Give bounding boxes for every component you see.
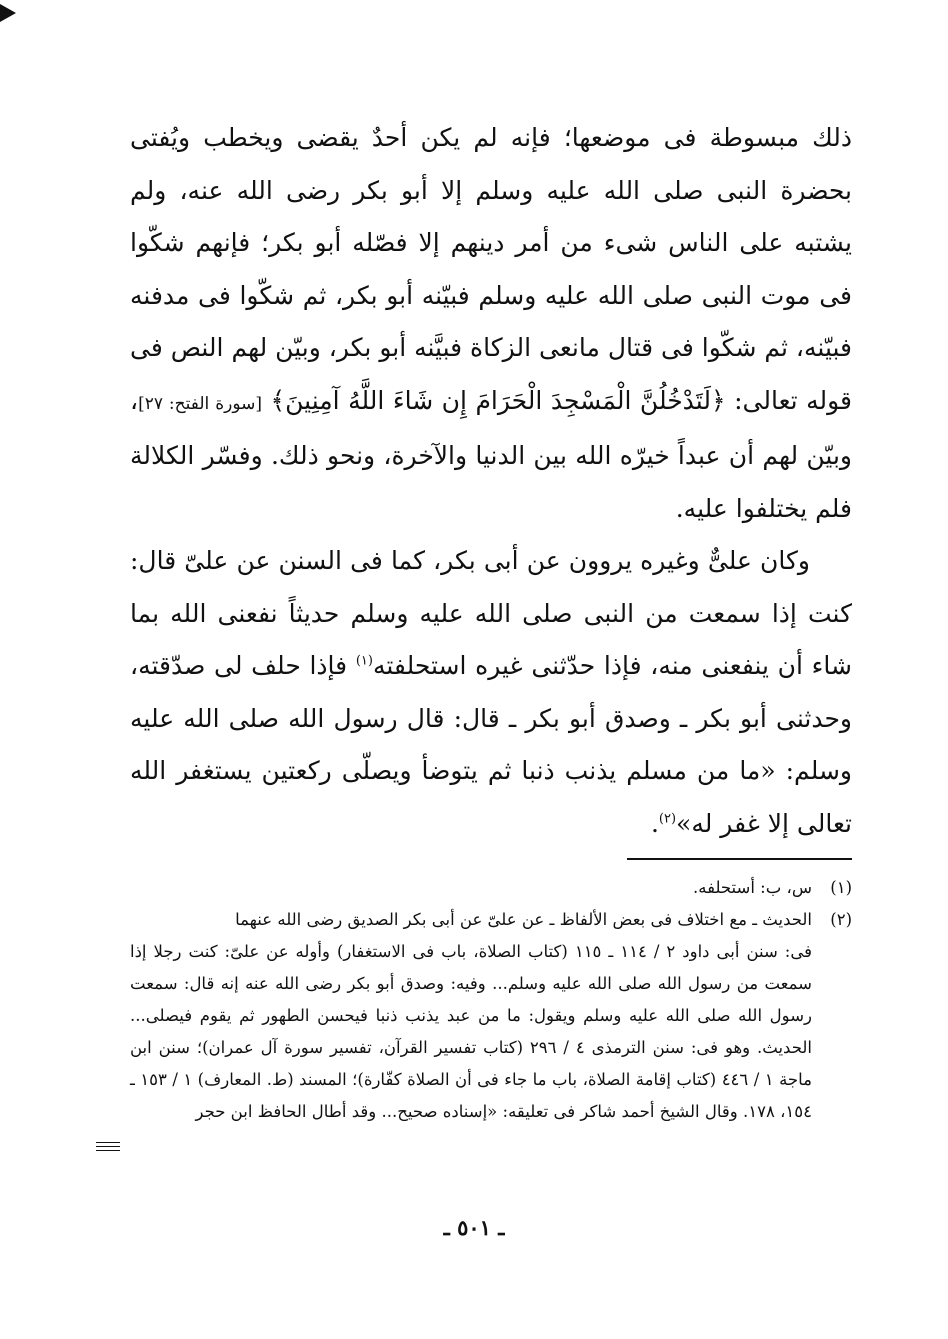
paragraph-1-end: ، وبيّن لهم أن عبداً خيرّه الله بين الدنيا والآخرة، ونحو ذلك. وفسّر الكلالة فلم يختلفوا عليه. (130, 385, 852, 523)
footnotes (130, 872, 852, 1128)
footnote-2-number: (٢) (830, 910, 852, 929)
page-content (130, 112, 852, 1128)
footnote-marker-2: (٢) (658, 811, 677, 827)
paragraph-1-text: ذلك مبسوطة فى موضعها؛ فإنه لم يكن أحدٌ يقضى ويخطب ويُفتى بحضرة النبى صلى الله عليه وسلم إلا أبو بكر رضى الله عنه، ولم يشتبه على الناس شىء من أمر دينهم إلا فصّله أبو بكر؛ فإنهم شكّوا فى موت النبى صلى الله عليه وسلم فبيّنه أبو بكر، ثم شكّوا فى مدفنه فبيّنه، ثم شكّوا فى قتال مانعى الزكاة فبيَّنه أبو بكر، وبيّن لهم النص فى قوله تعالى: ﴿لَتَدْخُلُنَّ الْمَسْجِدَ الْحَرَامَ إِن شَاءَ اللَّهُ آمِنِينَ﴾ (130, 123, 852, 415)
continuation-mark (96, 1142, 120, 1154)
footnote-marker-1: (١) (355, 653, 373, 669)
paragraph-2-end: . (650, 808, 659, 838)
footnote-2-text-first: الحديث ـ مع اختلاف فى بعض الألفاظ ـ عن علىّ عن أبى بكر الصديق رضى الله عنهما (235, 910, 812, 929)
footnote-2 (130, 904, 852, 936)
paragraph-1 (130, 112, 852, 535)
main-text (130, 112, 852, 850)
page-number: ـ ٥٠١ ـ (443, 1215, 505, 1240)
paragraph-2-text-b: فإذا حلف لى صدّقته، وحدثنى أبو بكر ـ وصدق أبو بكر ـ قال: قال رسول الله صلى الله عليه وسلم: «ما من مسلم يذنب ذنبا ثم يتوضأ ويصلّى ركعتين يستغفر الله تعالى إلا غفر له» (130, 651, 852, 838)
corner-arrow-mark (0, 4, 16, 22)
quran-reference: [سورة الفتح: ٢٧] (138, 393, 262, 414)
paragraph-2-text-a: وكان علىٌّ وغيره يروون عن أبى بكر، كما فى السنن عن علىّ قال: كنت إذا سمعت من النبى صلى الله عليه وسلم حديثاً نفعنى الله بما شاء أن ينفعنى منه، فإذا حدّثنى غيره استحلفته (130, 546, 852, 680)
footnote-2-continuation (130, 936, 852, 1128)
paragraph-2 (130, 535, 852, 850)
footnote-1 (130, 872, 852, 904)
footnote-separator (627, 858, 852, 860)
footnote-1-number: (١) (830, 878, 852, 897)
footnote-2-text-rest: فى: سنن أبى داود ٢ / ١١٤ ـ ١١٥ (كتاب الصلاة، باب فى الاستغفار) وأوله عن علىّ: كنت رجلا إذا سمعت من رسول الله صلى الله عليه وسلم... وفيه: وصدق أبو بكر رضى الله عنه إنه قال: سمعت رسول الله صلى الله عليه وسلم ويقول: ما من عبد يذنب ذنبا فيحسن الطهور ثم يقوم فيصلى... الحديث. وهو فى: سنن الترمذى ٤ / ٢٩٦ (كتاب تفسير القرآن، تفسير سورة آل عمران)؛ سنن ابن ماجة ١ / ٤٤٦ (كتاب إقامة الصلاة، باب ما جاء فى أن الصلاة كفّارة)؛ المسند (ط. المعارف) ١ / ١٥٣ ـ ١٥٤، ١٧٨. وقال الشيخ أحمد شاكر فى تعليقه: «إسناده صحيح... وقد أطال الحافظ ابن حجر (130, 942, 812, 1121)
footnote-1-text: س، ب: أستحلفه. (693, 878, 812, 897)
